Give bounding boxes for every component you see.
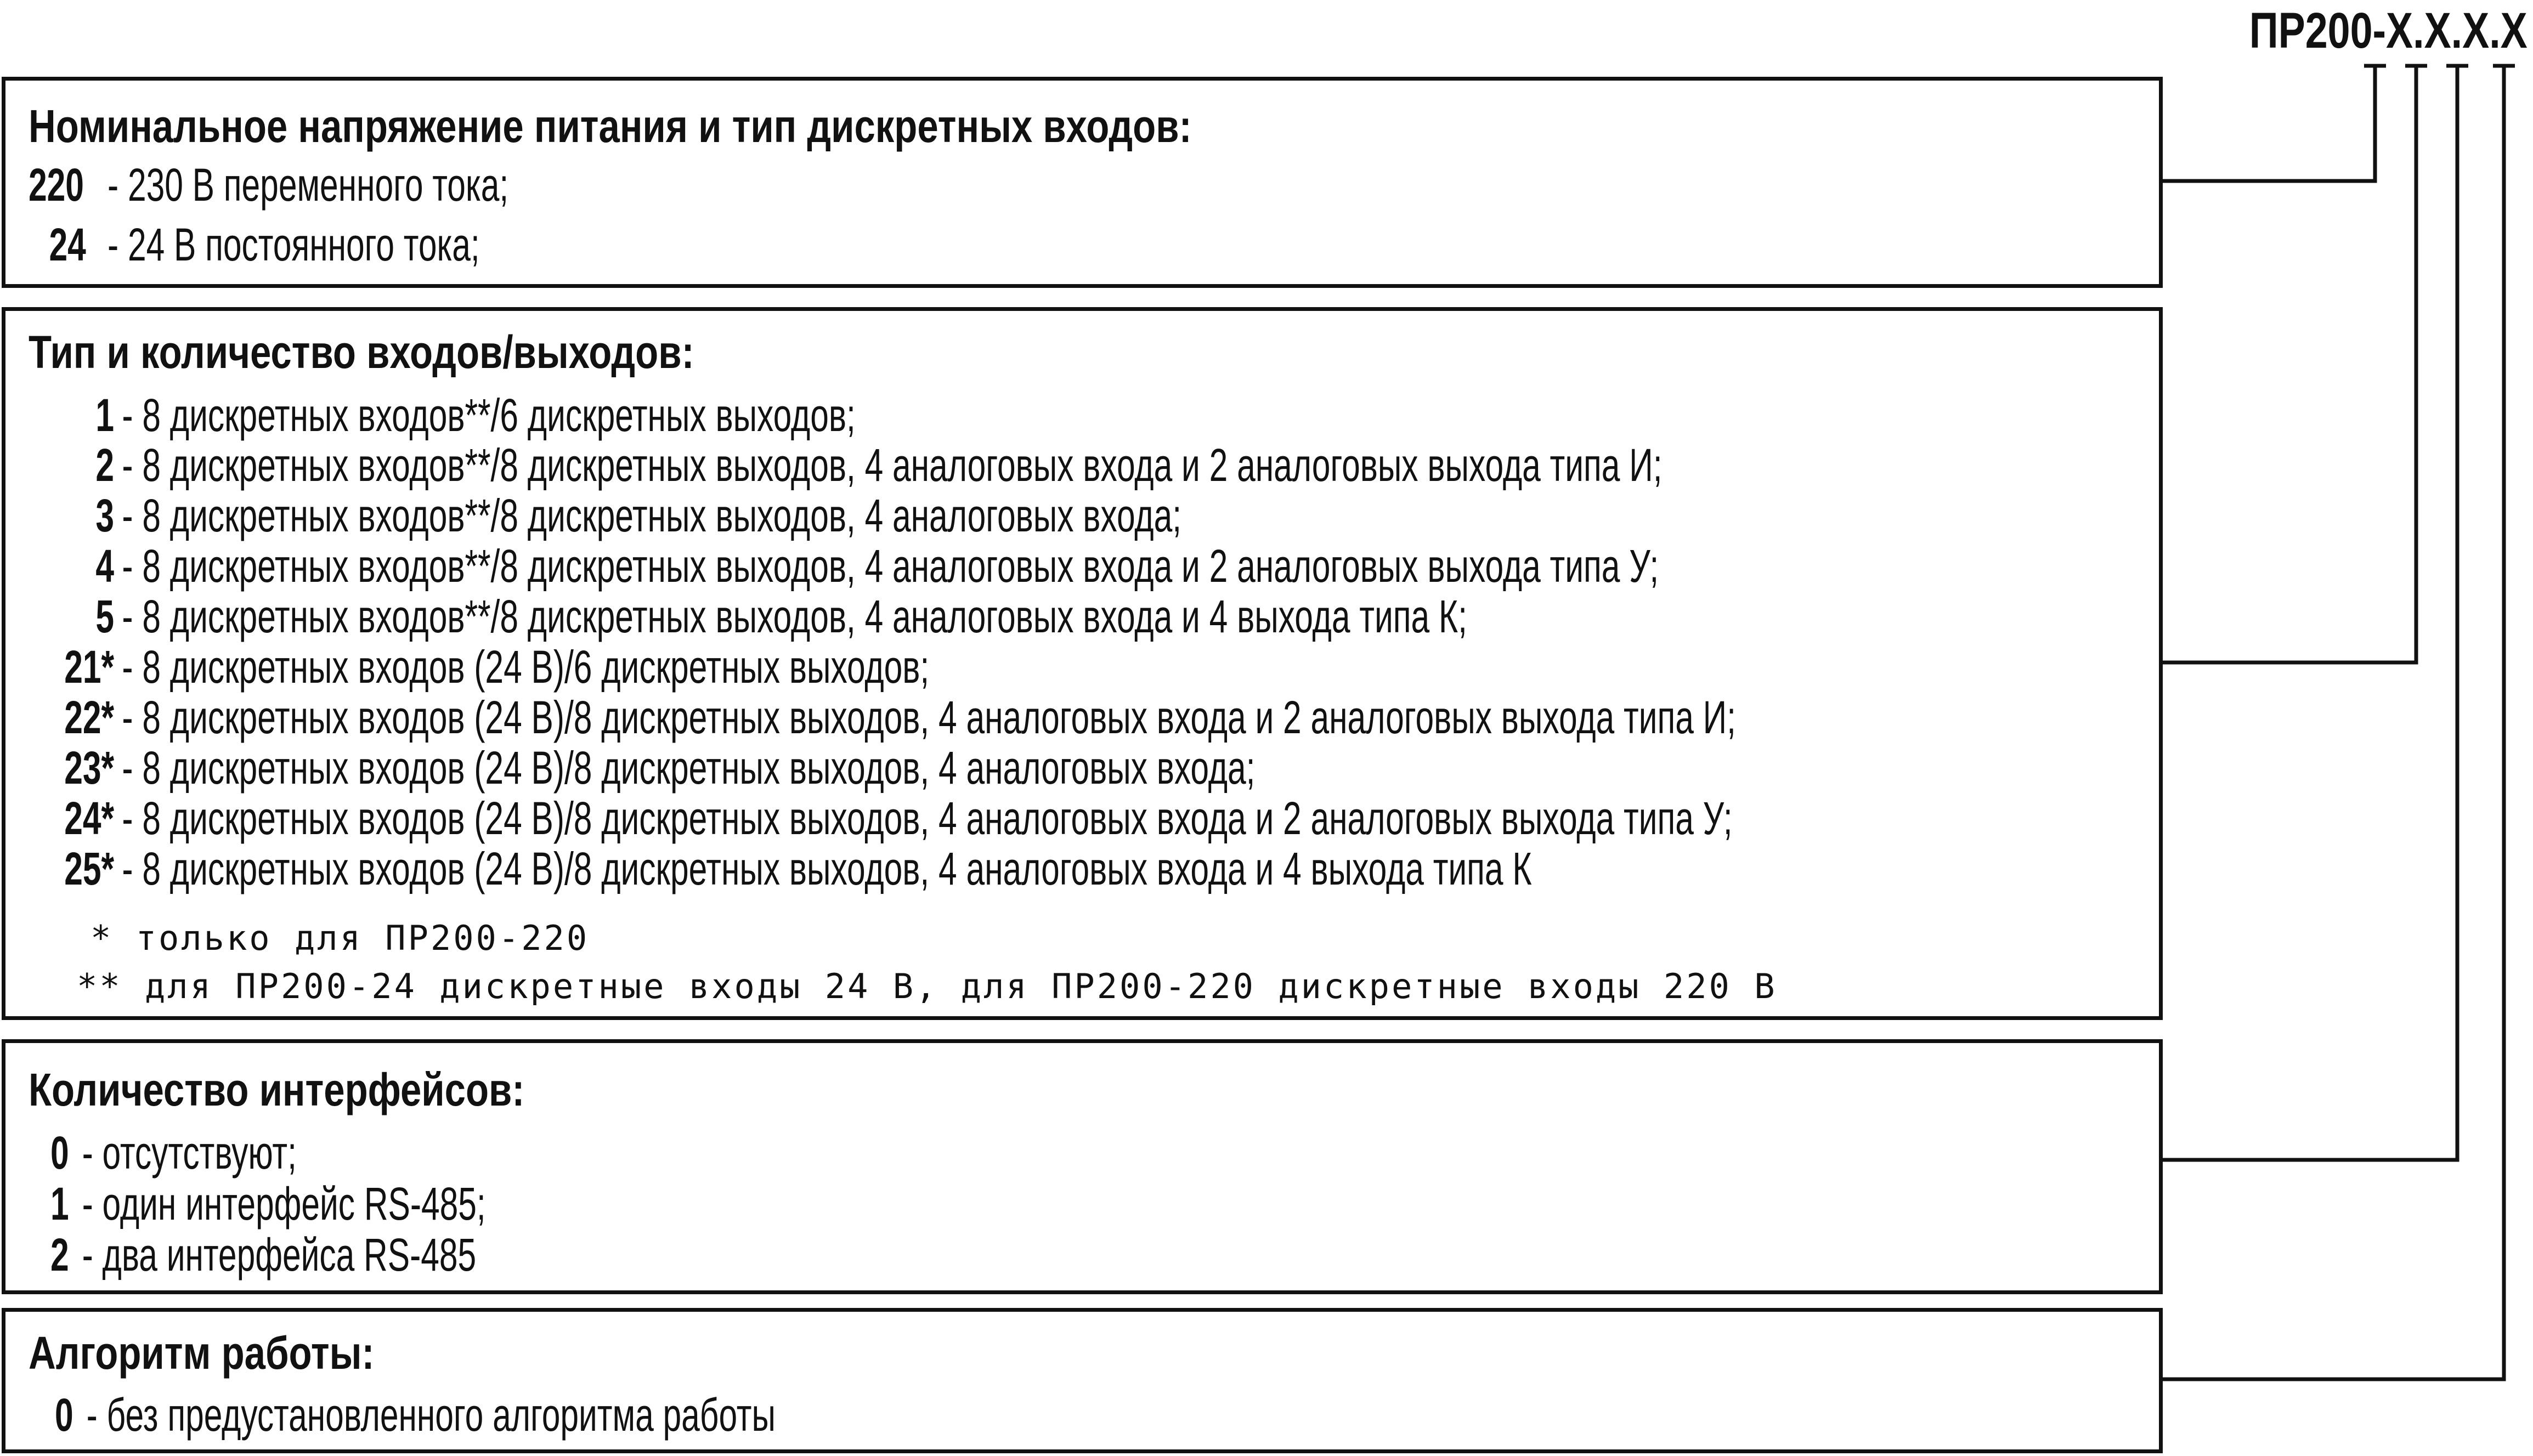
- option-row: [55, 692, 1736, 743]
- footnote-double-star: ** для ПР200-24 дискретные входы 24 В, для ПР200-220 дискретные входы 220 В: [77, 966, 1777, 1006]
- option-description: - 8 дискретных входов (24 В)/8 дискретных выходов, 4 аналоговых входа и 2 аналоговых выхода типа И;: [122, 692, 1736, 743]
- option-row: [29, 219, 480, 270]
- option-code: 3: [95, 490, 114, 541]
- option-code: 25*: [64, 843, 114, 894]
- option-description: - два интерфейса RS-485: [82, 1229, 477, 1281]
- option-code: 24: [49, 219, 86, 270]
- section-supply-voltage-title: Номинальное напряжение питания и тип дискретных входов:: [29, 100, 1192, 152]
- section-algorithm-title: Алгоритм работы:: [29, 1327, 375, 1379]
- option-row: [50, 1127, 297, 1179]
- option-description: - 8 дискретных входов**/8 дискретных выходов, 4 аналоговых входа и 2 аналоговых выхода типа У;: [122, 540, 1659, 592]
- option-row: [55, 540, 1659, 592]
- option-code: 24*: [64, 792, 114, 844]
- option-row: [29, 159, 509, 211]
- option-description: - 24 В постоянного тока;: [108, 219, 480, 270]
- option-description: - 8 дискретных входов (24 В)/8 дискретных выходов, 4 аналоговых входа и 2 аналоговых выхода типа У;: [122, 792, 1733, 844]
- connector-section-2: [2161, 66, 2416, 662]
- option-description: - без предустановленного алгоритма работы: [86, 1389, 776, 1441]
- option-row: [50, 1178, 486, 1230]
- section-interfaces-title: Количество интерфейсов:: [29, 1064, 525, 1115]
- option-description: - 8 дискретных входов**/8 дискретных выходов, 4 аналоговых входа и 4 выхода типа К;: [122, 591, 1467, 642]
- option-code: 220: [29, 159, 84, 211]
- option-description: - 230 В переменного тока;: [108, 159, 509, 211]
- connector-section-3: [2161, 66, 2457, 1160]
- option-code: 0: [50, 1127, 69, 1179]
- option-row: [55, 641, 930, 693]
- footnote-single-star: * только для ПР200-220: [91, 918, 590, 958]
- option-row: [50, 1229, 477, 1281]
- option-description: - один интерфейс RS-485;: [82, 1178, 486, 1230]
- option-code: 0: [55, 1389, 73, 1441]
- option-row: [55, 492, 1181, 539]
- option-row: [55, 591, 1467, 642]
- option-code: 21*: [64, 641, 114, 693]
- option-row: [55, 439, 1663, 491]
- option-row: [55, 792, 1733, 844]
- option-description: - отсутствуют;: [82, 1127, 297, 1179]
- option-row: [55, 843, 1532, 894]
- option-row: [55, 742, 1256, 794]
- option-description: - 8 дискретных входов**/8 дискретных выходов, 4 аналоговых входа;: [122, 490, 1182, 541]
- option-code: 2: [95, 439, 114, 491]
- section-io-type-title: Тип и количество входов/выходов:: [29, 326, 694, 378]
- option-description: - 8 дискретных входов (24 В)/6 дискретных выходов;: [122, 641, 930, 693]
- option-description: - 8 дискретных входов**/6 дискретных выходов;: [122, 389, 856, 441]
- option-code: 22*: [64, 692, 114, 743]
- option-code: 5: [95, 591, 114, 642]
- option-row: [55, 389, 856, 441]
- option-code: 4: [95, 540, 114, 592]
- connector-section-1: [2161, 66, 2375, 181]
- option-description: - 8 дискретных входов (24 В)/8 дискретных выходов, 4 аналоговых входа;: [122, 742, 1256, 794]
- option-row: [55, 1389, 776, 1441]
- option-code: 1: [50, 1178, 69, 1230]
- option-code: 1: [95, 389, 114, 441]
- model-code: ПР200-X.X.X.X: [2249, 3, 2528, 59]
- option-code: 2: [50, 1229, 69, 1281]
- option-code: 23*: [64, 742, 114, 794]
- connector-section-4: [2161, 66, 2504, 1379]
- option-description: - 8 дискретных входов**/8 дискретных выходов, 4 аналоговых входа и 2 аналоговых выхода типа И;: [122, 439, 1663, 491]
- option-description: - 8 дискретных входов (24 В)/8 дискретных выходов, 4 аналоговых входа и 4 выхода типа К: [122, 843, 1532, 894]
